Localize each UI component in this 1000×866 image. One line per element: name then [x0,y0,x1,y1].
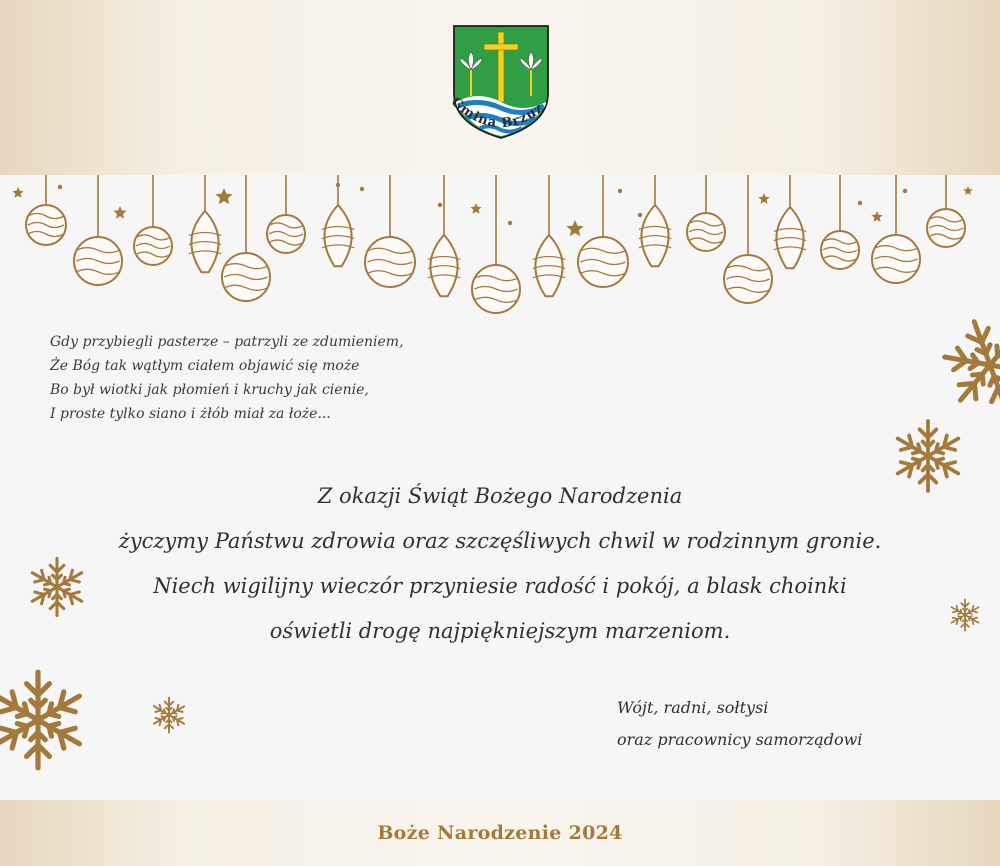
poem [50,330,510,426]
christmas-bauble-icon [134,175,172,265]
christmas-bauble-icon [472,175,520,313]
signature [617,692,947,756]
signature-line: Wójt, radni, sołtysi [617,698,769,717]
dot-icon [360,187,364,191]
greeting-line: Z okazji Świąt Bożego Narodzenia [317,484,683,508]
greeting-line: Niech wigilijny wieczór przyniesie radość i pokój, a blask choinki [153,574,847,598]
snowflake-icon [0,668,90,772]
dot-icon [336,183,340,187]
signature-line: oraz pracownicy samorządowi [617,730,863,749]
snowflake-icon [150,696,188,734]
greeting-line: życzymy Państwu zdrowia oraz szczęśliwych chwil w rodzinnym gronie. [118,529,882,553]
christmas-bauble-icon [267,175,305,253]
christmas-bauble-icon [533,175,565,296]
christmas-bauble-icon [687,175,725,251]
star-icon [566,220,583,236]
star-icon [113,206,126,219]
dot-icon [618,189,622,193]
snowflake-icon [948,598,982,632]
christmas-bauble-icon [222,175,270,301]
christmas-bauble-icon [821,175,859,269]
footer-title: Boże Narodzenie 2024 [377,822,623,844]
dot-icon [858,201,862,205]
christmas-bauble-icon [189,175,221,272]
star-icon [871,211,882,222]
dot-icon [638,213,642,217]
poem-line: I proste tylko siano i żłób miał za łoże... [50,406,331,422]
star-icon [12,187,23,198]
christmas-bauble-icon [872,175,920,283]
snowflake-icon [26,556,88,618]
snowflake-icon [940,315,1000,415]
snowflake-icon [890,418,966,494]
christmas-bauble-icon [724,175,772,303]
poem-line: Że Bóg tak wątłym ciałem objawić się może [50,358,360,374]
coat-of-arms [446,20,556,160]
greeting-line: oświetli drogę najpiękniejszym marzeniom. [269,619,731,643]
star-icon [963,186,973,195]
christmas-bauble-icon [428,175,460,296]
christmas-bauble-icon [639,175,671,266]
dot-icon [58,185,62,189]
poem-line: Bo był wiotki jak płomień i kruchy jak cienie, [50,382,369,398]
star-icon [470,203,481,214]
greeting [80,474,920,654]
footer-band [0,800,1000,866]
christmas-bauble-icon [322,175,354,266]
christmas-bauble-row [0,175,1000,315]
christmas-bauble-icon [365,175,415,287]
dot-icon [903,189,907,193]
star-icon [215,188,232,204]
poem-line: Gdy przybiegli pasterze – patrzyli ze zdumieniem, [50,334,404,350]
christmas-bauble-icon [74,175,122,285]
coat-of-arms-icon [446,20,556,160]
dot-icon [508,221,512,225]
hanging-ornaments [0,175,1000,315]
crest-text: Gmina Brzuz [447,94,547,132]
christmas-bauble-icon [927,175,965,247]
star-icon [758,193,769,204]
christmas-bauble-icon [774,175,806,268]
dot-icon [438,203,442,207]
